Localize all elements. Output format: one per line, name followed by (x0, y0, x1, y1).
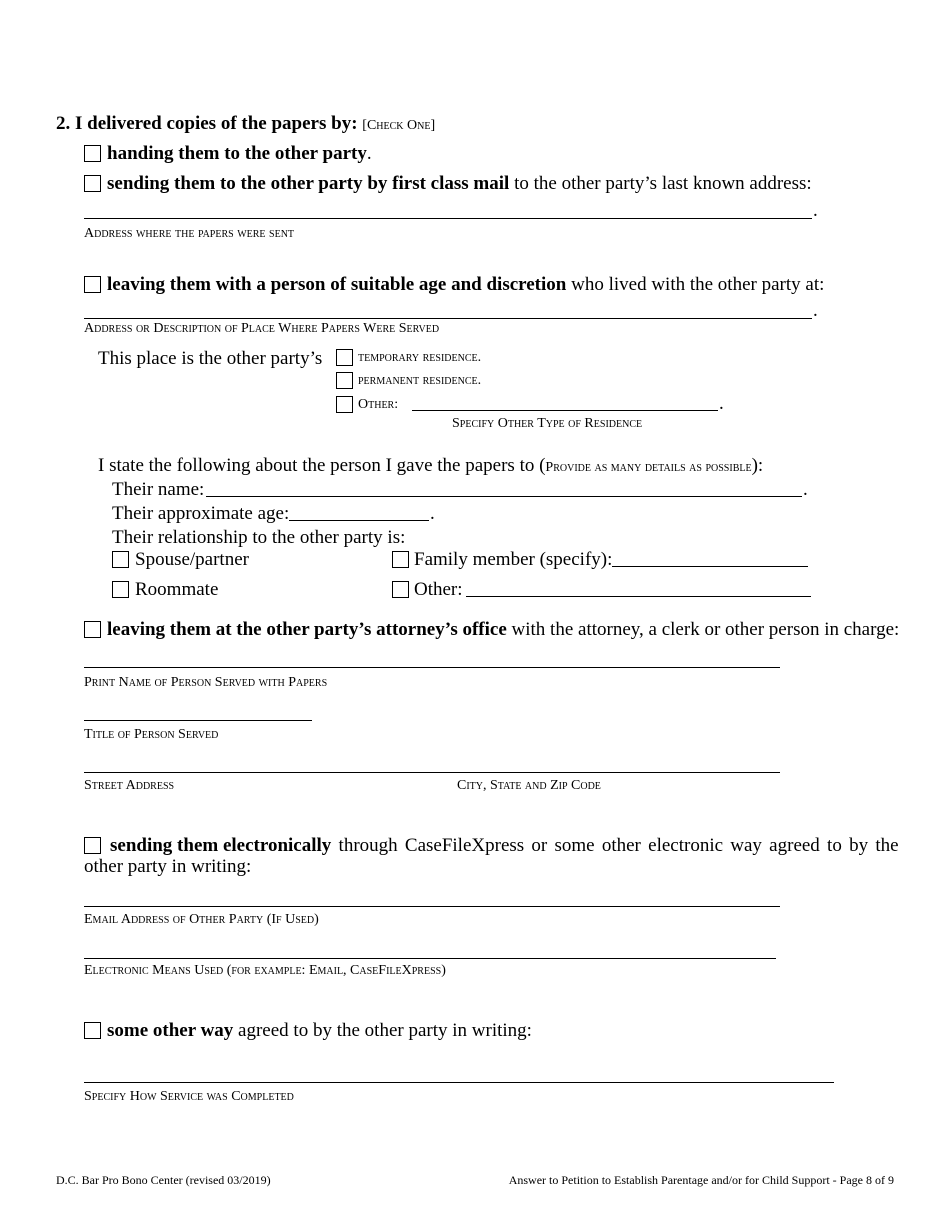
other-way-label (107, 1020, 532, 1042)
attorney-office-bold: leaving them at the other party’s attorney’s office (107, 619, 507, 640)
other-residence-period: . (719, 393, 724, 414)
attorney-office-rest: with the attorney, a clerk or other person in charge: (506, 619, 900, 640)
check-one-note: [Check One] (362, 118, 436, 133)
person-details-hint: Provide as many details as possible (545, 460, 752, 475)
relationship-other-checkbox[interactable] (392, 581, 409, 598)
mail-delivery-bold: sending them to the other party by first class mail (107, 173, 510, 194)
other-residence-checkbox[interactable] (336, 396, 353, 413)
other-residence-line[interactable] (412, 410, 718, 411)
other-way-bold: some other way (107, 1020, 234, 1041)
person-served-title-caption: Title of Person Served (84, 727, 219, 742)
person-delivery-checkbox[interactable] (84, 276, 101, 293)
family-member-label: Family member (specify): (414, 549, 613, 570)
temporary-residence-label: temporary residence. (358, 350, 482, 365)
roommate-checkbox[interactable] (112, 581, 129, 598)
place-label: This place is the other party’s (98, 348, 323, 369)
temporary-residence-checkbox[interactable] (336, 349, 353, 366)
mail-delivery-label (107, 173, 812, 195)
person-served-name-line[interactable] (84, 667, 780, 668)
other-residence-caption: Specify Other Type of Residence (452, 416, 643, 431)
footer-right: Answer to Petition to Establish Parentage and/or for Child Support - Page 8 of 9 (508, 1173, 894, 1187)
person-details-end: ): (751, 455, 764, 476)
electronic-delivery-bold: sending them electronically (110, 835, 332, 856)
person-delivery-rest: who lived with the other party at: (566, 274, 825, 295)
hand-delivery-label (107, 143, 372, 165)
mail-address-line[interactable] (84, 218, 812, 219)
person-name-line[interactable] (206, 496, 802, 497)
person-served-name-caption: Print Name of Person Served with Papers (84, 675, 328, 690)
relationship-other-label: Other: (414, 579, 463, 600)
permanent-residence-label: permanent residence. (358, 373, 482, 388)
mail-address-period: . (813, 200, 818, 221)
person-delivery-bold: leaving them with a person of suitable age and discretion (107, 274, 567, 295)
person-age-period: . (430, 503, 435, 524)
person-address-period: . (813, 300, 818, 321)
person-address-caption: Address or Description of Place Where Papers Were Served (84, 321, 440, 336)
person-delivery-label (107, 274, 824, 296)
person-name-label: Their name: (112, 479, 205, 500)
roommate-label: Roommate (135, 579, 219, 600)
electronic-means-caption: Electronic Means Used (for example: Email, CaseFileXpress) (84, 963, 446, 978)
person-served-title-line[interactable] (84, 720, 312, 721)
email-address-caption: Email Address of Other Party (If Used) (84, 912, 319, 927)
other-way-rest: agreed to by the other party in writing: (233, 1020, 532, 1041)
relationship-other-line[interactable] (466, 596, 811, 597)
mail-delivery-checkbox[interactable] (84, 175, 101, 192)
electronic-means-line[interactable] (84, 958, 776, 959)
person-details-text: I state the following about the person I gave the papers to ( (98, 455, 546, 476)
electronic-delivery-checkbox[interactable] (84, 837, 101, 854)
relationship-label: Their relationship to the other party is: (112, 527, 406, 548)
person-age-label: Their approximate age: (112, 503, 290, 524)
hand-delivery-bold: handing them to the other party (107, 143, 367, 164)
other-residence-label: Other: (358, 397, 399, 412)
electronic-delivery-rest2: other party in writing: (84, 856, 252, 877)
attorney-office-label (107, 619, 899, 641)
spouse-partner-label: Spouse/partner (135, 549, 249, 570)
spouse-partner-checkbox[interactable] (112, 551, 129, 568)
street-address-caption: Street Address (84, 778, 175, 793)
attorney-address-line[interactable] (84, 772, 780, 773)
other-way-checkbox[interactable] (84, 1022, 101, 1039)
person-details-statement (98, 455, 763, 477)
mail-address-caption: Address where the papers were sent (84, 226, 295, 241)
hand-delivery-checkbox[interactable] (84, 145, 101, 162)
person-name-period: . (803, 479, 808, 500)
person-address-line[interactable] (84, 318, 812, 319)
city-state-zip-caption: City, State and Zip Code (457, 778, 601, 793)
other-way-line[interactable] (84, 1082, 834, 1083)
family-member-line[interactable] (612, 566, 808, 567)
electronic-delivery-rest: through CaseFileXpress or some other electronic way agreed to by the (331, 835, 899, 856)
family-member-checkbox[interactable] (392, 551, 409, 568)
permanent-residence-checkbox[interactable] (336, 372, 353, 389)
person-age-line[interactable] (289, 520, 429, 521)
electronic-delivery-label (110, 835, 899, 857)
mail-delivery-rest: to the other party’s last known address: (509, 173, 812, 194)
attorney-office-checkbox[interactable] (84, 621, 101, 638)
email-address-line[interactable] (84, 906, 780, 907)
section-number-heading: 2. I delivered copies of the papers by: (56, 113, 358, 134)
section-heading (56, 113, 435, 135)
hand-delivery-rest: . (366, 143, 372, 164)
other-way-caption: Specify How Service was Completed (84, 1089, 294, 1104)
footer-left: D.C. Bar Pro Bono Center (revised 03/2019) (56, 1173, 271, 1187)
